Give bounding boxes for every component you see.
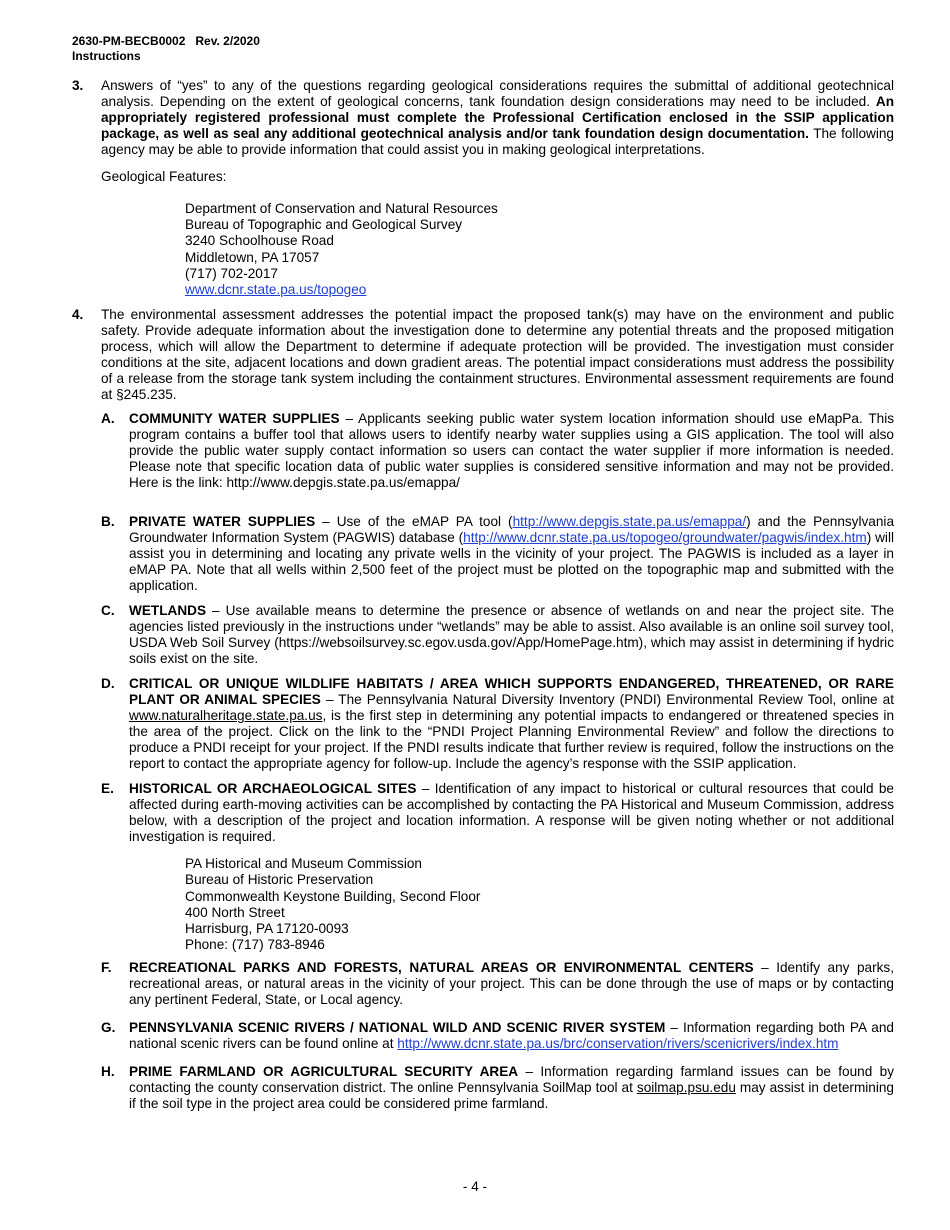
- sub-item-g: [101, 1020, 894, 1052]
- sub-item-a-text: – Applicants seeking public water system location information should use eMapPa. This program contains a buffer tool that allows users to identify nearby water supplies using a GIS application. The tool will also provide the public water supply contact information so users can contact the water supplier if more information is needed. Please note that specific location data of public water supplies is considered sensitive information and may not be provided. Here is the link: http://www.depgis.state.pa.us/emappa/: [129, 411, 895, 491]
- address-line: Harrisburg, PA 17120-0093: [185, 921, 349, 937]
- form-header: [72, 34, 260, 64]
- sub-item-b-title: PRIVATE WATER SUPPLIES: [129, 514, 316, 530]
- soilmap-link[interactable]: soilmap.psu.edu: [636, 1080, 736, 1096]
- item-4: [72, 307, 894, 1112]
- sub-item-e-title: HISTORICAL OR ARCHAEOLOGICAL SITES: [129, 781, 417, 797]
- item-4-number: 4.: [72, 307, 84, 323]
- address-line: Commonwealth Keystone Building, Second Floor: [185, 888, 481, 904]
- sub-item-d-title: CRITICAL OR UNIQUE WILDLIFE HABITATS / AREA WHICH SUPPORTS ENDANGERED, THREATENED, OR RARE PLANT OR ANIMAL SPECIES: [129, 676, 894, 708]
- address-line: Middletown, PA 17057: [185, 249, 320, 265]
- sub-item-a-label: A.: [101, 411, 115, 427]
- sub-item-b: [101, 514, 894, 594]
- form-subtitle: Instructions: [72, 49, 141, 63]
- sub-item-a: [101, 411, 894, 491]
- scenic-rivers-link[interactable]: http://www.dcnr.state.pa.us/brc/conservation/rivers/scenicrivers/index.htm: [397, 1036, 839, 1052]
- sub-item-c-title: WETLANDS: [129, 603, 207, 619]
- sub-item-h-text: – Information regarding farmland issues can be found by contacting the county conservation district. The online Pennsylvania SoilMap tool at: [129, 1064, 894, 1096]
- sub-item-d-text-2: , is the first step in determining any potential impacts to endangered or threatened species in the area of the project. Click on the link to the “PNDI Project Planning Environmental Review” and follow the directions to produce a PNDI receipt for your project. If the PNDI results indicate that further review is required, follow the instructions on the report to contact the appropriate agency for follow-up. Include the agency’s response with the SSIP application.: [129, 708, 894, 772]
- address-line: 3240 Schoolhouse Road: [185, 233, 334, 249]
- item-3-paragraph: [101, 78, 894, 158]
- sub-item-f-text: – Identify any parks, recreational areas, or natural areas in the vicinity of your project. This can be done through the use of maps or by contacting any pertinent Federal, State, or Local agency.: [129, 960, 895, 1008]
- form-id: 2630-PM-BECB0002: [72, 34, 186, 48]
- sub-item-a-title: COMMUNITY WATER SUPPLIES: [129, 411, 340, 427]
- sub-item-f-title: RECREATIONAL PARKS AND FORESTS, NATURAL AREAS OR ENVIRONMENTAL CENTERS: [129, 960, 754, 976]
- topogeo-link[interactable]: www.dcnr.state.pa.us/topogeo: [185, 282, 367, 298]
- item-3-text: Answers of “yes” to any of the questions regarding geological considerations requires the submittal of additional geotechnical analysis. Depending on the extent of geological concerns, tank foundation design considerations may need to be included.: [101, 78, 894, 109]
- sub-item-e-text: – Identification of any impact to historical or cultural resources that could be affected during earth-moving activities can be accomplished by contacting the PA Historical and Museum Commission, address below, with a description of the project and location information. A response will be given noting whether or not additional investigation is required.: [129, 781, 894, 845]
- emappa-link[interactable]: http://www.depgis.state.pa.us/emappa/: [512, 514, 747, 530]
- sub-item-f-label: F.: [101, 960, 112, 976]
- sub-item-h-title: PRIME FARMLAND OR AGRICULTURAL SECURITY AREA: [129, 1064, 519, 1080]
- sub-item-g-text: – Information regarding both PA and national scenic rivers can be found online at: [129, 1020, 894, 1052]
- form-revision: Rev. 2/2020: [195, 34, 260, 48]
- sub-item-b-label: B.: [101, 514, 115, 530]
- sub-item-d: [101, 676, 894, 772]
- sub-item-d-label: D.: [101, 676, 115, 692]
- sub-item-g-label: G.: [101, 1020, 116, 1036]
- sub-item-d-text: – The Pennsylvania Natural Diversity Inventory (PNDI) Environmental Review Tool, online at: [320, 692, 895, 708]
- item-3-number: 3.: [72, 78, 84, 93]
- sub-item-b-text-3: ) will assist you in determining and locating any private wells in the vicinity of your project. The PAGWIS is included as a layer in eMAP PA. Note that all wells within 2,500 feet of the project must be plotted on the topographic map and submitted with the application.: [129, 530, 894, 594]
- sub-item-e: [101, 781, 894, 953]
- sub-item-c-label: C.: [101, 603, 115, 619]
- item-3-text-end: The following agency may be able to provide information that could assist you in making geological interpretations.: [101, 126, 894, 157]
- address-phone: (717) 702-2017: [185, 265, 278, 281]
- sub-item-f: [101, 960, 894, 1008]
- historic-commission-address: [185, 856, 894, 953]
- address-line: Bureau of Topographic and Geological Survey: [185, 217, 463, 233]
- sub-item-c-text: – Use available means to determine the presence or absence of wetlands on and near the project site. The agencies listed previously in the instructions under “wetlands” may be able to assist. Also available is an online soil survey tool, USDA Web Soil Survey (https://websoilsurvey.sc.egov.usda.gov/App/HomePage.htm), which may assist in determining if hydric soils exist on the site.: [129, 603, 894, 667]
- geological-survey-address: [185, 201, 894, 298]
- sub-item-e-label: E.: [101, 781, 114, 797]
- sub-item-g-title: PENNSYLVANIA SCENIC RIVERS / NATIONAL WILD AND SCENIC RIVER SYSTEM: [129, 1020, 666, 1036]
- address-line: Bureau of Historic Preservation: [185, 872, 374, 888]
- item-3-bold-text: An appropriately registered professional must complete the Professional Certification enclosed in the SSIP application package, as well as seal any additional geotechnical analysis and/or tank foundation design documentation.: [101, 94, 894, 141]
- sub-item-h-label: H.: [101, 1064, 115, 1080]
- address-line: Department of Conservation and Natural Resources: [185, 201, 498, 216]
- address-line: 400 North Street: [185, 904, 285, 920]
- geological-features-label: Geological Features:: [101, 169, 227, 184]
- item-3: [72, 78, 894, 298]
- sub-item-b-text: – Use of the eMAP PA tool (: [315, 514, 513, 530]
- naturalheritage-link[interactable]: www.naturalheritage.state.pa.us: [129, 708, 323, 724]
- sub-item-b-text-2: ) and the Pennsylvania Groundwater Information System (PAGWIS) database (: [129, 514, 895, 546]
- address-phone: Phone: (717) 783-8946: [185, 937, 325, 953]
- item-4-paragraph: The environmental assessment addresses the potential impact the proposed tank(s) may have on the environment and public safety. Provide adequate information about the investigation done to determine any potential threats and the proposed mitigation process, which will allow the Department to determine if adequate protection will be provided. The investigation must consider conditions at the site, adjacent locations and down gradient areas. The potential impact considerations must address the possibility of a release from the storage tank system including the containment structures. Environmental assessment requirements are found at §245.235.: [101, 307, 894, 403]
- sub-item-h-text-2: may assist in determining if the soil type in the project area could be considered prime farmland.: [129, 1080, 894, 1112]
- instructions-body: [72, 78, 894, 1112]
- sub-item-h: [101, 1064, 894, 1112]
- address-line: PA Historical and Museum Commission: [185, 856, 422, 872]
- pagwis-link[interactable]: http://www.dcnr.state.pa.us/topogeo/groundwater/pagwis/index.htm: [463, 530, 867, 546]
- page-number: - 4 -: [462, 1179, 488, 1194]
- sub-item-c: [101, 603, 894, 667]
